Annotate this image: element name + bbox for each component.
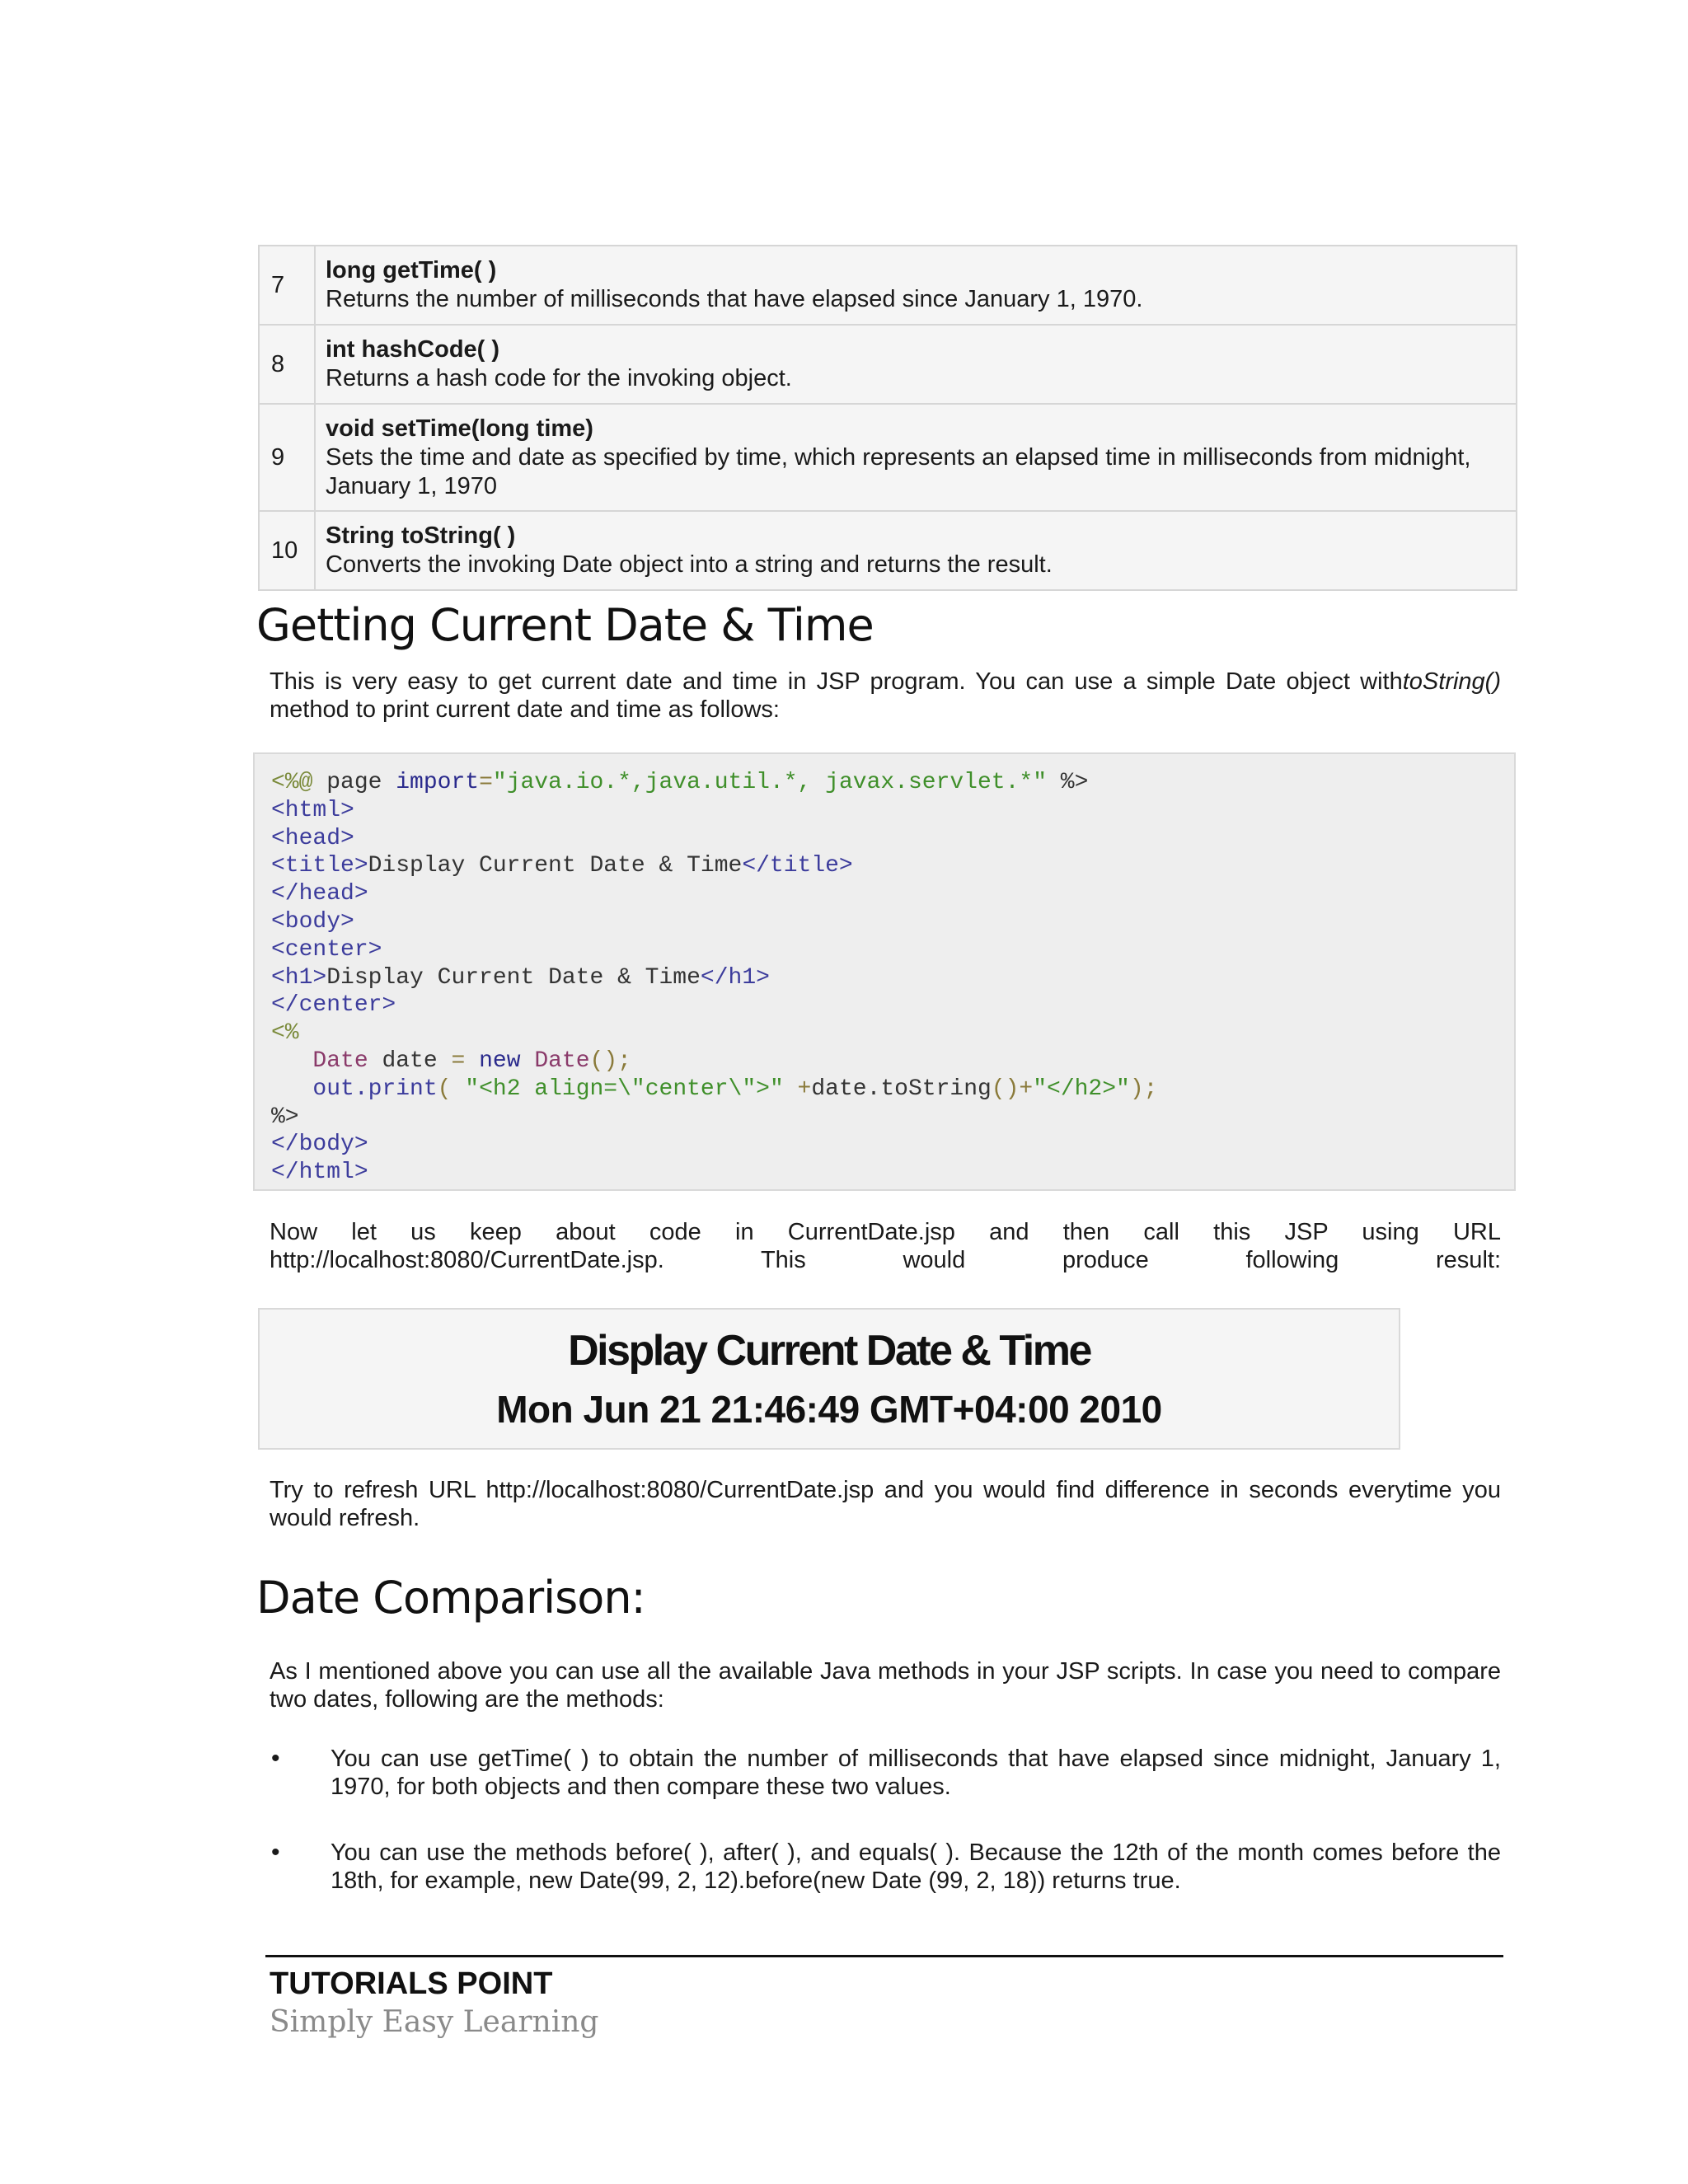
method-signature: String toString( ): [326, 523, 516, 549]
method-cell: [315, 511, 1517, 590]
code-line: </html>: [271, 1160, 368, 1186]
code-line: <title>Display Current Date & Time</title>: [271, 853, 853, 879]
output-preview-box: [258, 1308, 1400, 1450]
method-number: 10: [259, 511, 315, 590]
footer-brand: TUTORIALS POINT: [270, 1966, 553, 2001]
method-cell: [315, 325, 1517, 404]
method-signature: int hashCode( ): [326, 336, 500, 363]
code-line: </center>: [271, 992, 396, 1019]
intro-text-end: method to print current date and time as follows:: [270, 696, 780, 723]
method-number: 7: [259, 246, 315, 325]
footer-tagline: Simply Easy Learning: [270, 2005, 599, 2039]
section-heading-date-comparison: Date Comparison:: [256, 1572, 645, 1624]
code-line: <body>: [271, 908, 354, 935]
method-description: Returns a hash code for the invoking object.: [326, 365, 792, 391]
code-line: <h1>Display Current Date & Time</h1>: [271, 964, 770, 991]
code-line: <%@ page import="java.io.*,java.util.*, javax.servlet.*" %>: [271, 770, 1089, 795]
table-row: [259, 325, 1517, 404]
code-line: </head>: [271, 881, 368, 907]
method-description: Returns the number of milliseconds that have elapsed since January 1, 1970.: [326, 286, 1143, 312]
code-line: <%: [271, 1020, 299, 1047]
list-item: [270, 1839, 1501, 1895]
list-item-text: You can use the methods before( ), after( ), and equals( ). Because the 12th of the month comes before the 18th, for example, new Date(99, 2, 12).before(new Date (99, 2, 18)) returns true.: [331, 1840, 1501, 1894]
method-cell: [315, 404, 1517, 511]
code-line: %>: [271, 1104, 299, 1130]
result-intro-paragraph: Now let us keep about code in CurrentDate.jsp and then call this JSP using URL http://localhost:8080/CurrentDate.jsp. This would produce following result:: [270, 1219, 1501, 1273]
code-line: <head>: [271, 825, 354, 851]
date-methods-table: [258, 245, 1517, 591]
section-heading-current-date: Getting Current Date & Time: [256, 599, 874, 651]
footer-divider: [265, 1955, 1503, 1957]
list-item: [270, 1745, 1501, 1801]
bullet-icon: •: [271, 1839, 280, 1866]
code-line: <html>: [271, 797, 354, 823]
list-item-text: You can use getTime( ) to obtain the number of milliseconds that have elapsed since midnight, January 1, 1970, for both objects and then compare these two values.: [331, 1746, 1501, 1800]
bullet-icon: •: [271, 1745, 280, 1772]
table-row: [259, 511, 1517, 590]
method-description: Converts the invoking Date object into a string and returns the result.: [326, 551, 1053, 578]
code-line: </body>: [271, 1132, 368, 1158]
refresh-note-paragraph: Try to refresh URL http://localhost:8080/CurrentDate.jsp and you would find difference in seconds everytime you would refresh.: [270, 1477, 1501, 1531]
table-row: [259, 246, 1517, 325]
comparison-intro-paragraph: As I mentioned above you can use all the available Java methods in your JSP scripts. In case you need to compare two dates, following are the methods:: [270, 1658, 1501, 1713]
code-line: out.print( "<h2 align=\"center\">" +date.toString()+"</h2>");: [312, 1076, 1158, 1102]
method-number: 9: [259, 404, 315, 511]
code-block: [253, 752, 1516, 1191]
code-line: <center>: [271, 936, 382, 963]
section-intro-paragraph: [270, 668, 1501, 724]
intro-method-name: toString(): [1402, 668, 1501, 695]
method-description: Sets the time and date as specified by time, which represents an elapsed time in milliseconds from midnight, January 1, 1970: [326, 443, 1471, 499]
output-heading: Display Current Date & Time: [568, 1327, 1090, 1375]
method-number: 8: [259, 325, 315, 404]
table-row: [259, 404, 1517, 511]
method-signature: void setTime(long time): [326, 415, 593, 442]
comparison-methods-list: [270, 1745, 1501, 1933]
output-date-value: Mon Jun 21 21:46:49 GMT+04:00 2010: [496, 1388, 1162, 1431]
intro-text: This is very easy to get current date and time in JSP program. You can use a simple Date object with: [270, 668, 1403, 695]
code-line: Date date = new Date();: [312, 1047, 631, 1074]
method-signature: long getTime( ): [326, 257, 497, 284]
method-cell: [315, 246, 1517, 325]
